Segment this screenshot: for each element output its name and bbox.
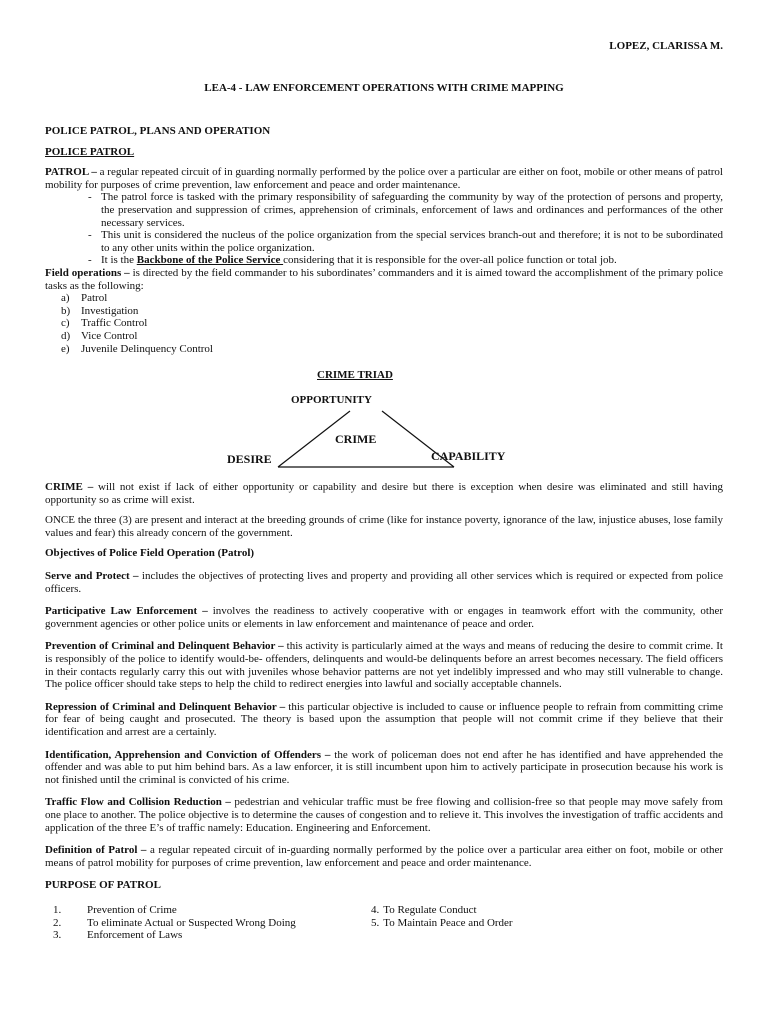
list-marker: 2. [53,916,62,929]
list-item [61,343,723,356]
list-label: Enforcement of Laws [87,929,183,942]
term: Participative Law Enforcement – [45,605,208,618]
list-marker: a) [61,292,70,305]
list-marker: d) [61,329,71,342]
objectives-heading: Objectives of Police Field Operation (Patrol) [45,547,255,560]
list-item [371,917,671,930]
once-paragraph: ONCE the three (3) are present and interact at the breeding grounds of crime (like for instance poverty, ignorance of the law, injustice abuses, lose family values and fear) this already concern of the government. [45,514,723,539]
list-item [61,292,723,305]
definition-text: the work of policeman does not end after he has identified and have apprehended the offender and was able to put him behind bars. As a law enforcer, it is still incumbent upon him to actively participate in prosecution because his work is not finished until the criminal is convicted of his crime. [45,748,723,786]
objective-paragraph [45,844,723,869]
objective-paragraph [45,570,723,595]
objective-paragraph [45,605,723,630]
term: PATROL – [45,166,97,179]
list-marker: 4. [371,903,380,916]
triad-desire: DESIRE [227,452,272,467]
term: Prevention of Criminal and Delinquent Behavior – [45,640,284,653]
list-label: Investigation [81,304,139,317]
definition-text: will not exist if lack of either opportunity or capability and desire but there is exception when desire was eliminated and still having opportunity so as crime will exist. [45,481,723,506]
patrol-definition [45,166,723,191]
backbone-post: considering that it is responsible for the over-all police function or total job. [283,254,617,267]
list-item [53,904,371,917]
purpose-column-left [45,904,371,942]
definition-text: this activity is particularly aimed at the ways and means of reducing the desire to commit crime. It is responsibly of the police to identify would-be- offenders, delinquents and would-be delinquents before an arrest becomes necessary. The field officers in their contacts regularly carry this out with juveniles whose behavior patterns are not yet indelibly impressed and who may still vulnerable to change. The police officer should take steps to help the child to redirect energies into lawful and socially acceptable channels. [45,640,723,691]
definition-text: is directed by the field commander to his subordinates’ commanders and it is aimed toward the accomplishment of the primary police tasks as the following: [45,266,723,292]
list-item [101,254,723,267]
list-item [371,904,671,917]
list-marker: e) [61,342,70,355]
backbone-emphasis: Backbone of the Police Service [136,254,284,267]
term: Field operations – [45,266,130,279]
term: Identification, Apprehension and Conviction of Offenders – [45,748,331,761]
term: Serve and Protect – [45,570,139,583]
list-item [53,917,371,930]
definition-text: a regular repeated circuit of in-guarding normally performed by the police over a particular area either on foot, mobile or other means of patrol mobility for purposes of crime prevention, law enforcement and peace and order maintenance. [45,844,723,869]
author-name: LOPEZ, CLARISSA M. [609,40,723,52]
list-marker: 1. [53,903,62,916]
term: Definition of Patrol – [45,844,147,857]
term: CRIME – [45,481,94,494]
definition-text: this particular objective is included to cause or influence people to refrain from committing crime for fear of being caught and prosecuted. The theory is based upon the assumption that people will not commit crime if they believe that their identification and arrest are a certainly. [45,700,723,738]
definition-text: a regular repeated circuit of in guarding normally performed by the police over a particular are either on foot, mobile or other means of patrol mobility for purposes of crime prevention, law enforcement and peace and order maintenance. [45,166,723,191]
document-body [45,125,723,942]
document-title: LEA-4 - LAW ENFORCEMENT OPERATIONS WITH CRIME MAPPING [204,82,564,94]
backbone-pre: It is the [101,254,137,267]
list-label: Juvenile Delinquency Control [81,342,213,355]
triad-capability: CAPABILITY [431,449,506,464]
list-marker: c) [61,317,70,330]
subheading-police-patrol: POLICE PATROL [45,145,135,158]
police-tasks-list [45,292,723,355]
list-marker: 5. [371,916,380,929]
purpose-heading: PURPOSE OF PATROL [45,879,161,892]
list-label: To Maintain Peace and Order [383,916,513,929]
triad-title: CRIME TRIAD [317,369,393,382]
list-label: Prevention of Crime [87,903,177,916]
list-label: Patrol [81,292,108,305]
objective-paragraph [45,701,723,739]
list-marker: 3. [53,929,62,942]
list-item [61,317,723,330]
list-item [53,929,371,942]
term: Traffic Flow and Collision Reduction – [45,796,231,809]
section-heading: POLICE PATROL, PLANS AND OPERATION [45,125,271,137]
objective-paragraph [45,796,723,834]
list-item: - This unit is considered the nucleus of the police organization from the special services branch-out and therefore; it is not to be subordinated to any other units within the police organization. [101,229,723,254]
crime-triad-diagram [45,355,723,473]
crime-paragraph [45,481,723,506]
patrol-points [45,191,723,267]
list-label: To Regulate Conduct [383,903,477,916]
triad-crime: CRIME [335,432,377,447]
purpose-column-right [371,904,671,942]
field-operations-definition [45,267,723,292]
triad-opportunity: OPPORTUNITY [291,394,372,407]
objective-paragraph [45,640,723,690]
list-item: - The patrol force is tasked with the primary responsibility of safeguarding the community by way of the protection of persons and property, the preservation and suppression of crimes, apprehension of criminals, enforcement of laws and ordinances and performances of the other necessary services. [101,191,723,229]
list-item [61,305,723,318]
list-marker: b) [61,304,71,317]
definition-text: involves the readiness to actively cooperative with or engages in teamwork effort with the community, other government agencies or other police units or elements in law enforcement and maintenance of peace and order. [45,605,723,630]
term: Repression of Criminal and Delinquent Behavior – [45,700,286,713]
list-label: Traffic Control [81,317,148,330]
definition-text: includes the objectives of protecting lives and property and providing all other services which is required or expected from police officers. [45,570,723,595]
list-item [61,330,723,343]
definition-text: pedestrian and vehicular traffic must be free flowing and collision-free so that people may move safely from one place to another. The police objective is to determine the causes of congestion and to relieve it. This involves the investigation of traffic accidents and application of the three E’s of traffic namely: Education. Engineering and Enforcement. [45,796,723,834]
purpose-list [45,904,723,942]
list-label: To eliminate Actual or Suspected Wrong Doing [87,916,296,929]
objective-paragraph [45,749,723,787]
list-label: Vice Control [81,329,138,342]
